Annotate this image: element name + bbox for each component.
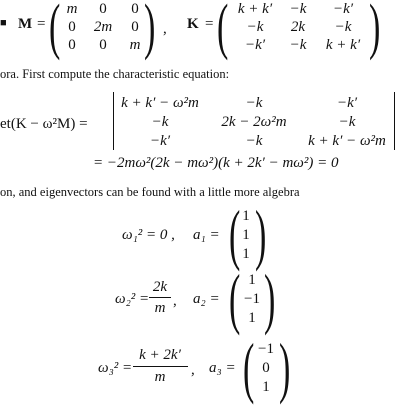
M-cell-2-0: 0 <box>68 37 76 53</box>
det-cell-2-1: −k <box>245 133 263 149</box>
K-cell-0-2: −k′ <box>332 1 354 17</box>
det-cell-0-0: k + k′ − ω²m <box>121 95 199 111</box>
a1-label: a₁ = <box>193 227 220 243</box>
a3-label: a₃ = <box>209 360 236 376</box>
matrix-K-symbol: K <box>187 16 199 32</box>
K-cell-1-1: 2k <box>290 19 306 35</box>
right-paren: ) <box>144 0 156 61</box>
right-paren: ) <box>264 260 276 336</box>
det-cell-2-0: −k′ <box>149 133 171 149</box>
left-paren: ( <box>229 260 241 336</box>
K-cell-2-0: −k′ <box>244 37 266 53</box>
det-cell-2-2: k + k′ − ω²m <box>308 133 386 149</box>
K-cell-0-0: k + k′ <box>237 1 273 17</box>
K-cell-1-0: −k <box>246 19 264 35</box>
omega3-label: ω₃² = <box>98 360 133 376</box>
a1-component-0: 1 <box>242 208 250 224</box>
body-text-characteristic: ora. First compute the characteristic equation: <box>0 67 230 81</box>
bullet-fragment: ■ <box>0 17 7 29</box>
det-right-bar <box>394 92 395 150</box>
omega3-denominator: m <box>154 369 166 385</box>
det-cell-1-0: −k <box>151 114 169 130</box>
a2-component-0: 1 <box>248 272 256 288</box>
omega3-numerator: k + 2k′ <box>139 347 181 363</box>
K-cell-2-2: k + k′ <box>325 37 361 53</box>
omega2-fraction-bar <box>149 297 171 298</box>
left-paren: ( <box>49 0 61 61</box>
det-cell-0-1: −k <box>245 95 263 111</box>
a2-component-1: −1 <box>244 291 260 307</box>
left-paren: ( <box>229 196 241 272</box>
det-lhs: et(K − ω²M) = <box>0 116 88 132</box>
equals-sign: = <box>205 16 214 32</box>
right-paren: ) <box>255 196 267 272</box>
left-paren: ( <box>217 0 229 61</box>
body-text-eigenvectors: on, and eigenvectors can be found with a little more algebra <box>0 185 300 199</box>
K-cell-1-2: −k <box>334 19 352 35</box>
omega2-numerator: 2k <box>152 279 168 295</box>
comma: , <box>163 21 167 37</box>
a3-component-0: −1 <box>258 341 274 357</box>
M-cell-1-0: 0 <box>68 19 76 35</box>
det-cell-1-2: −k <box>338 114 356 130</box>
a1-component-1: 1 <box>242 227 250 243</box>
K-cell-2-1: −k <box>289 37 307 53</box>
M-cell-2-1: 0 <box>99 37 107 53</box>
det-left-bar <box>113 92 114 150</box>
omega3-fraction-bar <box>133 366 188 367</box>
matrix-M-symbol: M <box>18 16 33 32</box>
a3-component-1: 0 <box>262 360 270 376</box>
M-cell-1-1: 2m <box>93 19 113 35</box>
a1-component-2: 1 <box>242 246 250 262</box>
M-cell-2-2: m <box>129 37 141 53</box>
equals-sign: = <box>37 16 46 32</box>
det-result: = −2mω²(2k − mω²)(k + 2k′ − mω²) = 0 <box>93 155 339 171</box>
right-paren: ) <box>279 329 291 405</box>
M-cell-0-0: m <box>66 1 78 17</box>
comma: , <box>191 362 195 378</box>
left-paren: ( <box>243 329 255 405</box>
omega2-label: ω₂² = <box>115 291 150 307</box>
a2-label: a₂ = <box>193 291 220 307</box>
M-cell-0-2: 0 <box>131 1 139 17</box>
M-cell-1-2: 0 <box>131 19 139 35</box>
det-cell-1-1: 2k − 2ω²m <box>221 114 287 130</box>
comma: , <box>173 293 177 309</box>
K-cell-0-1: −k <box>289 1 307 17</box>
a2-component-2: 1 <box>248 310 256 326</box>
omega2-denominator: m <box>154 300 166 316</box>
omega1-equation: ω₁² = 0 , <box>122 227 175 243</box>
a3-component-2: 1 <box>262 379 270 395</box>
right-paren: ) <box>369 0 381 61</box>
M-cell-0-1: 0 <box>99 1 107 17</box>
det-cell-0-2: −k′ <box>336 95 358 111</box>
